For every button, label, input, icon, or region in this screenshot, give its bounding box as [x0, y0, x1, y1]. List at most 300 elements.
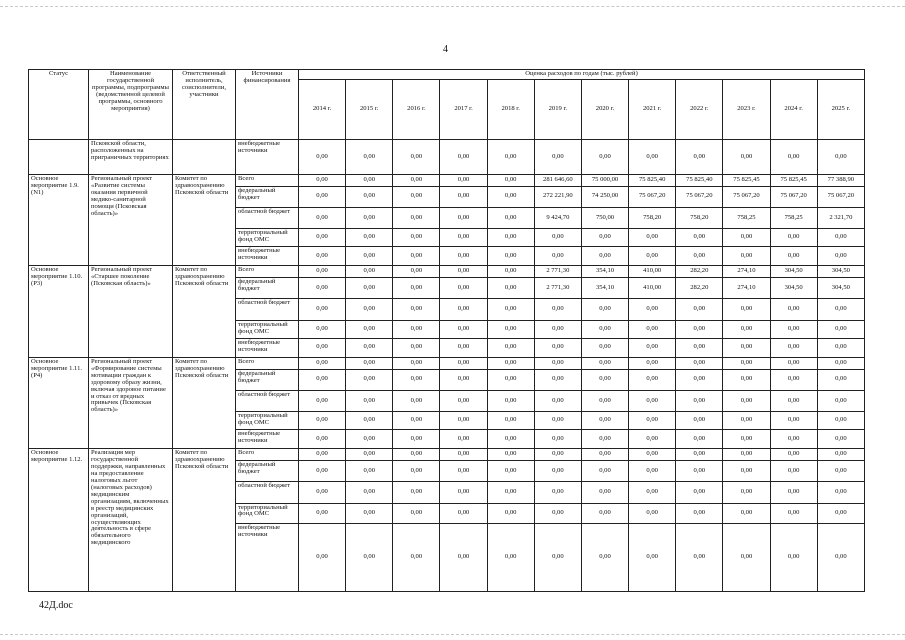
amount-cell: 0,00 [581, 523, 628, 591]
table-row [29, 175, 865, 187]
amount-cell: 0,00 [629, 229, 676, 247]
amount-cell: 0,00 [817, 523, 864, 591]
scan-edge-top [0, 6, 905, 7]
amount-cell: 274,10 [723, 278, 770, 299]
amount-cell: 0,00 [770, 390, 817, 411]
amount-cell: 304,50 [770, 278, 817, 299]
amount-cell: 0,00 [346, 207, 393, 228]
funding-source-cell: Всего [236, 357, 299, 369]
amount-cell: 0,00 [770, 229, 817, 247]
table-row [29, 357, 865, 369]
funding-source-cell: внебюджетные источники [236, 338, 299, 357]
funding-source-cell: областной бюджет [236, 390, 299, 411]
amount-cell: 282,20 [676, 278, 723, 299]
amount-cell: 0,00 [393, 320, 440, 338]
amount-cell: 0,00 [393, 390, 440, 411]
amount-cell: 0,00 [723, 503, 770, 523]
header-year: 2024 г. [770, 79, 817, 139]
amount-cell: 0,00 [393, 229, 440, 247]
amount-cell: 0,00 [299, 266, 346, 278]
status-cell: Основное мероприятие 1.10. (Р3) [29, 266, 89, 357]
amount-cell: 0,00 [487, 338, 534, 357]
amount-cell: 0,00 [629, 482, 676, 503]
amount-cell: 75 825,40 [629, 175, 676, 187]
amount-cell: 0,00 [346, 412, 393, 430]
amount-cell: 0,00 [534, 357, 581, 369]
amount-cell: 0,00 [817, 482, 864, 503]
amount-cell: 0,00 [440, 139, 487, 174]
amount-cell: 0,00 [487, 175, 534, 187]
funding-source-cell: внебюджетные источники [236, 139, 299, 174]
header-year: 2022 г. [676, 79, 723, 139]
amount-cell: 758,25 [770, 207, 817, 228]
amount-cell: 0,00 [299, 357, 346, 369]
amount-cell: 77 388,90 [817, 175, 864, 187]
name-cell: Псковской области, расположенных на приграничных территориях [89, 139, 173, 174]
amount-cell: 0,00 [346, 390, 393, 411]
amount-cell: 0,00 [487, 390, 534, 411]
amount-cell: 0,00 [393, 247, 440, 266]
funding-source-cell: федеральный бюджет [236, 278, 299, 299]
amount-cell: 74 250,00 [581, 186, 628, 207]
amount-cell: 0,00 [440, 412, 487, 430]
amount-cell: 0,00 [534, 461, 581, 482]
amount-cell: 0,00 [487, 139, 534, 174]
header-year: 2021 г. [629, 79, 676, 139]
amount-cell: 0,00 [487, 207, 534, 228]
executor-cell: Комитет по здравоохранению Псковской области [173, 449, 236, 592]
amount-cell: 0,00 [440, 503, 487, 523]
amount-cell: 0,00 [817, 369, 864, 390]
amount-cell: 0,00 [723, 320, 770, 338]
funding-source-cell: федеральный бюджет [236, 461, 299, 482]
amount-cell: 2 771,30 [534, 266, 581, 278]
amount-cell: 75 000,00 [581, 175, 628, 187]
amount-cell: 0,00 [487, 461, 534, 482]
amount-cell: 0,00 [581, 430, 628, 449]
amount-cell: 0,00 [393, 369, 440, 390]
amount-cell: 2 771,30 [534, 278, 581, 299]
amount-cell: 0,00 [299, 412, 346, 430]
amount-cell: 0,00 [629, 503, 676, 523]
amount-cell: 0,00 [676, 229, 723, 247]
amount-cell: 75 067,20 [817, 186, 864, 207]
amount-cell: 0,00 [440, 175, 487, 187]
amount-cell: 0,00 [299, 278, 346, 299]
amount-cell: 0,00 [534, 412, 581, 430]
amount-cell: 0,00 [440, 247, 487, 266]
amount-cell: 0,00 [723, 430, 770, 449]
status-cell [29, 139, 89, 174]
amount-cell: 0,00 [299, 482, 346, 503]
amount-cell: 0,00 [723, 357, 770, 369]
amount-cell: 0,00 [723, 412, 770, 430]
amount-cell: 0,00 [534, 139, 581, 174]
amount-cell: 0,00 [393, 503, 440, 523]
amount-cell: 0,00 [676, 430, 723, 449]
amount-cell: 0,00 [581, 412, 628, 430]
table-body [29, 139, 865, 591]
amount-cell: 0,00 [817, 430, 864, 449]
funding-source-cell: Всего [236, 266, 299, 278]
amount-cell: 0,00 [817, 338, 864, 357]
amount-cell: 0,00 [393, 412, 440, 430]
amount-cell: 0,00 [581, 357, 628, 369]
amount-cell: 0,00 [723, 369, 770, 390]
amount-cell: 0,00 [817, 390, 864, 411]
amount-cell: 0,00 [346, 369, 393, 390]
amount-cell: 0,00 [487, 449, 534, 461]
amount-cell: 0,00 [629, 523, 676, 591]
amount-cell: 0,00 [393, 139, 440, 174]
status-cell: Основное мероприятие 1.9. (N1) [29, 175, 89, 266]
amount-cell: 0,00 [299, 461, 346, 482]
executor-cell: Комитет по здравоохранению Псковской области [173, 357, 236, 448]
amount-cell: 0,00 [581, 482, 628, 503]
header-name: Наименование государственной программы, подпрограммы (ведомственной целевой программы, основного мероприятия) [89, 70, 173, 140]
expenses-table [28, 69, 865, 592]
amount-cell: 758,25 [723, 207, 770, 228]
amount-cell: 281 646,60 [534, 175, 581, 187]
amount-cell: 0,00 [534, 449, 581, 461]
amount-cell: 0,00 [487, 278, 534, 299]
amount-cell: 0,00 [487, 357, 534, 369]
amount-cell: 0,00 [723, 229, 770, 247]
amount-cell: 0,00 [393, 357, 440, 369]
amount-cell: 0,00 [581, 139, 628, 174]
amount-cell: 0,00 [534, 229, 581, 247]
status-cell: Основное мероприятие 1.11. (Р4) [29, 357, 89, 448]
amount-cell: 0,00 [676, 449, 723, 461]
amount-cell: 750,00 [581, 207, 628, 228]
amount-cell: 0,00 [770, 320, 817, 338]
header-year: 2018 г. [487, 79, 534, 139]
amount-cell: 0,00 [299, 449, 346, 461]
amount-cell: 0,00 [534, 338, 581, 357]
amount-cell: 0,00 [299, 247, 346, 266]
amount-cell: 0,00 [299, 299, 346, 320]
amount-cell: 0,00 [534, 369, 581, 390]
amount-cell: 0,00 [534, 430, 581, 449]
amount-cell: 0,00 [581, 390, 628, 411]
amount-cell: 0,00 [629, 320, 676, 338]
amount-cell: 0,00 [770, 299, 817, 320]
funding-source-cell: территориальный фонд ОМС [236, 229, 299, 247]
amount-cell: 0,00 [440, 266, 487, 278]
amount-cell: 75 825,45 [770, 175, 817, 187]
amount-cell: 0,00 [581, 320, 628, 338]
amount-cell: 0,00 [440, 482, 487, 503]
amount-cell: 0,00 [723, 247, 770, 266]
amount-cell: 0,00 [346, 430, 393, 449]
amount-cell: 0,00 [487, 369, 534, 390]
header-year: 2017 г. [440, 79, 487, 139]
header-executor: Ответственный исполнитель, соисполнители, участники [173, 70, 236, 140]
amount-cell: 282,20 [676, 266, 723, 278]
amount-cell: 0,00 [770, 449, 817, 461]
amount-cell: 0,00 [581, 461, 628, 482]
amount-cell: 0,00 [770, 338, 817, 357]
amount-cell: 0,00 [299, 430, 346, 449]
amount-cell: 0,00 [393, 338, 440, 357]
amount-cell: 0,00 [629, 412, 676, 430]
amount-cell: 0,00 [346, 320, 393, 338]
amount-cell: 0,00 [817, 247, 864, 266]
amount-cell: 0,00 [440, 229, 487, 247]
amount-cell: 0,00 [629, 299, 676, 320]
amount-cell: 0,00 [817, 449, 864, 461]
amount-cell: 0,00 [346, 338, 393, 357]
header-estimate: Оценка расходов по годам (тыс. рублей) [299, 70, 865, 80]
amount-cell: 758,20 [676, 207, 723, 228]
amount-cell: 0,00 [676, 247, 723, 266]
executor-cell: Комитет по здравоохранению Псковской области [173, 175, 236, 266]
amount-cell: 0,00 [440, 186, 487, 207]
amount-cell: 0,00 [534, 390, 581, 411]
executor-cell [173, 139, 236, 174]
header-year: 2014 г. [299, 79, 346, 139]
amount-cell: 0,00 [487, 299, 534, 320]
amount-cell: 0,00 [676, 390, 723, 411]
amount-cell: 0,00 [440, 278, 487, 299]
amount-cell: 0,00 [676, 461, 723, 482]
amount-cell: 0,00 [487, 186, 534, 207]
amount-cell: 0,00 [534, 503, 581, 523]
amount-cell: 0,00 [487, 430, 534, 449]
amount-cell: 0,00 [346, 186, 393, 207]
amount-cell: 272 221,90 [534, 186, 581, 207]
amount-cell: 0,00 [676, 412, 723, 430]
amount-cell: 0,00 [346, 278, 393, 299]
amount-cell: 0,00 [676, 482, 723, 503]
amount-cell: 0,00 [629, 461, 676, 482]
amount-cell: 0,00 [487, 482, 534, 503]
amount-cell: 0,00 [723, 461, 770, 482]
amount-cell: 0,00 [676, 357, 723, 369]
amount-cell: 0,00 [393, 449, 440, 461]
amount-cell: 0,00 [534, 523, 581, 591]
funding-source-cell: областной бюджет [236, 482, 299, 503]
amount-cell: 0,00 [393, 299, 440, 320]
amount-cell: 0,00 [770, 430, 817, 449]
header-year: 2025 г. [817, 79, 864, 139]
amount-cell: 0,00 [770, 503, 817, 523]
amount-cell: 0,00 [487, 266, 534, 278]
amount-cell: 0,00 [393, 186, 440, 207]
amount-cell: 0,00 [440, 299, 487, 320]
amount-cell: 0,00 [299, 320, 346, 338]
amount-cell: 0,00 [346, 523, 393, 591]
amount-cell: 0,00 [770, 369, 817, 390]
funding-source-cell: внебюджетные источники [236, 430, 299, 449]
amount-cell: 0,00 [534, 320, 581, 338]
amount-cell: 0,00 [299, 207, 346, 228]
amount-cell: 75 825,40 [676, 175, 723, 187]
amount-cell: 0,00 [629, 139, 676, 174]
amount-cell: 0,00 [393, 175, 440, 187]
amount-cell: 410,00 [629, 266, 676, 278]
amount-cell: 0,00 [346, 449, 393, 461]
amount-cell: 304,50 [817, 266, 864, 278]
amount-cell: 0,00 [440, 430, 487, 449]
amount-cell: 0,00 [581, 247, 628, 266]
scan-edge-bottom [0, 634, 905, 635]
amount-cell: 0,00 [817, 139, 864, 174]
amount-cell: 0,00 [299, 503, 346, 523]
amount-cell: 0,00 [770, 412, 817, 430]
funding-source-cell: территориальный фонд ОМС [236, 503, 299, 523]
amount-cell: 0,00 [299, 390, 346, 411]
amount-cell: 0,00 [487, 412, 534, 430]
amount-cell: 0,00 [487, 247, 534, 266]
funding-source-cell: областной бюджет [236, 207, 299, 228]
amount-cell: 0,00 [817, 503, 864, 523]
amount-cell: 0,00 [817, 229, 864, 247]
amount-cell: 304,50 [770, 266, 817, 278]
amount-cell: 410,00 [629, 278, 676, 299]
amount-cell: 0,00 [676, 299, 723, 320]
funding-source-cell: территориальный фонд ОМС [236, 320, 299, 338]
amount-cell: 0,00 [346, 357, 393, 369]
amount-cell: 0,00 [770, 523, 817, 591]
amount-cell: 0,00 [346, 503, 393, 523]
amount-cell: 0,00 [817, 357, 864, 369]
amount-cell: 0,00 [440, 449, 487, 461]
amount-cell: 0,00 [770, 461, 817, 482]
amount-cell: 0,00 [440, 357, 487, 369]
amount-cell: 0,00 [440, 461, 487, 482]
amount-cell: 0,00 [723, 523, 770, 591]
footer-filename: 42Д.doc [39, 600, 73, 611]
amount-cell: 0,00 [629, 247, 676, 266]
amount-cell: 0,00 [770, 482, 817, 503]
amount-cell: 0,00 [629, 449, 676, 461]
amount-cell: 0,00 [299, 369, 346, 390]
funding-source-cell: Всего [236, 175, 299, 187]
amount-cell: 75 067,20 [723, 186, 770, 207]
amount-cell: 0,00 [346, 247, 393, 266]
amount-cell: 0,00 [629, 357, 676, 369]
amount-cell: 0,00 [393, 430, 440, 449]
amount-cell: 0,00 [723, 338, 770, 357]
amount-cell: 0,00 [817, 320, 864, 338]
amount-cell: 0,00 [487, 503, 534, 523]
amount-cell: 0,00 [581, 229, 628, 247]
name-cell: Региональный проект «Формирование системы мотивации граждан к здоровому образу жизни, включая здоровое питание и отказ от вредных привычек (Псковская область)» [89, 357, 173, 448]
amount-cell: 0,00 [629, 369, 676, 390]
amount-cell: 0,00 [723, 139, 770, 174]
funding-source-cell: Всего [236, 449, 299, 461]
amount-cell: 0,00 [770, 139, 817, 174]
amount-cell: 0,00 [581, 299, 628, 320]
amount-cell: 0,00 [676, 503, 723, 523]
amount-cell: 0,00 [487, 523, 534, 591]
amount-cell: 0,00 [629, 390, 676, 411]
amount-cell: 0,00 [676, 320, 723, 338]
name-cell: Региональный проект «Развитие системы оказания первичной медико-санитарной помощи (Псковская область)» [89, 175, 173, 266]
amount-cell: 0,00 [299, 338, 346, 357]
amount-cell: 0,00 [393, 266, 440, 278]
header-year: 2020 г. [581, 79, 628, 139]
amount-cell: 0,00 [723, 299, 770, 320]
amount-cell: 0,00 [534, 247, 581, 266]
amount-cell: 0,00 [817, 412, 864, 430]
amount-cell: 0,00 [393, 278, 440, 299]
amount-cell: 0,00 [299, 523, 346, 591]
amount-cell: 0,00 [770, 357, 817, 369]
amount-cell: 0,00 [440, 390, 487, 411]
amount-cell: 0,00 [676, 139, 723, 174]
header-sources: Источники финансирования [236, 70, 299, 140]
amount-cell: 0,00 [346, 175, 393, 187]
amount-cell: 0,00 [487, 229, 534, 247]
amount-cell: 354,10 [581, 266, 628, 278]
amount-cell: 0,00 [629, 338, 676, 357]
funding-source-cell: внебюджетные источники [236, 523, 299, 591]
executor-cell: Комитет по здравоохранению Псковской области [173, 266, 236, 357]
table-row [29, 139, 865, 174]
amount-cell: 0,00 [440, 320, 487, 338]
amount-cell: 0,00 [487, 320, 534, 338]
amount-cell: 75 067,20 [676, 186, 723, 207]
amount-cell: 0,00 [440, 523, 487, 591]
amount-cell: 0,00 [346, 139, 393, 174]
amount-cell: 0,00 [440, 207, 487, 228]
name-cell: Региональный проект «Старшее поколение (Псковская область)» [89, 266, 173, 357]
amount-cell: 0,00 [346, 461, 393, 482]
amount-cell: 0,00 [676, 523, 723, 591]
amount-cell: 0,00 [723, 390, 770, 411]
amount-cell: 0,00 [299, 229, 346, 247]
funding-source-cell: областной бюджет [236, 299, 299, 320]
amount-cell: 0,00 [346, 482, 393, 503]
amount-cell: 0,00 [534, 299, 581, 320]
amount-cell: 0,00 [346, 229, 393, 247]
amount-cell: 0,00 [723, 449, 770, 461]
table-row [29, 266, 865, 278]
table-row [29, 449, 865, 461]
amount-cell: 0,00 [346, 299, 393, 320]
page-number: 4 [443, 44, 448, 55]
amount-cell: 75 825,45 [723, 175, 770, 187]
amount-cell: 0,00 [393, 523, 440, 591]
amount-cell: 0,00 [817, 461, 864, 482]
amount-cell: 0,00 [299, 139, 346, 174]
table-header [29, 70, 865, 140]
amount-cell: 0,00 [299, 186, 346, 207]
amount-cell: 0,00 [440, 369, 487, 390]
amount-cell: 0,00 [581, 369, 628, 390]
funding-source-cell: федеральный бюджет [236, 369, 299, 390]
amount-cell: 0,00 [534, 482, 581, 503]
amount-cell: 75 067,20 [770, 186, 817, 207]
amount-cell: 354,10 [581, 278, 628, 299]
amount-cell: 0,00 [440, 338, 487, 357]
name-cell: Реализация мер государственной поддержки, направленных на предоставление налоговых льгот (налоговых расходов) медицинским организациям, включенных в реестр медицинских организаций, осуществляющих деятельность в сфере обязательного медицинского [89, 449, 173, 592]
header-year: 2015 г. [346, 79, 393, 139]
amount-cell: 0,00 [676, 338, 723, 357]
funding-source-cell: внебюджетные источники [236, 247, 299, 266]
amount-cell: 0,00 [346, 266, 393, 278]
amount-cell: 9 424,70 [534, 207, 581, 228]
amount-cell: 75 067,20 [629, 186, 676, 207]
amount-cell: 2 321,70 [817, 207, 864, 228]
amount-cell: 758,20 [629, 207, 676, 228]
amount-cell: 274,10 [723, 266, 770, 278]
header-year: 2023 г. [723, 79, 770, 139]
amount-cell: 304,50 [817, 278, 864, 299]
amount-cell: 0,00 [581, 449, 628, 461]
